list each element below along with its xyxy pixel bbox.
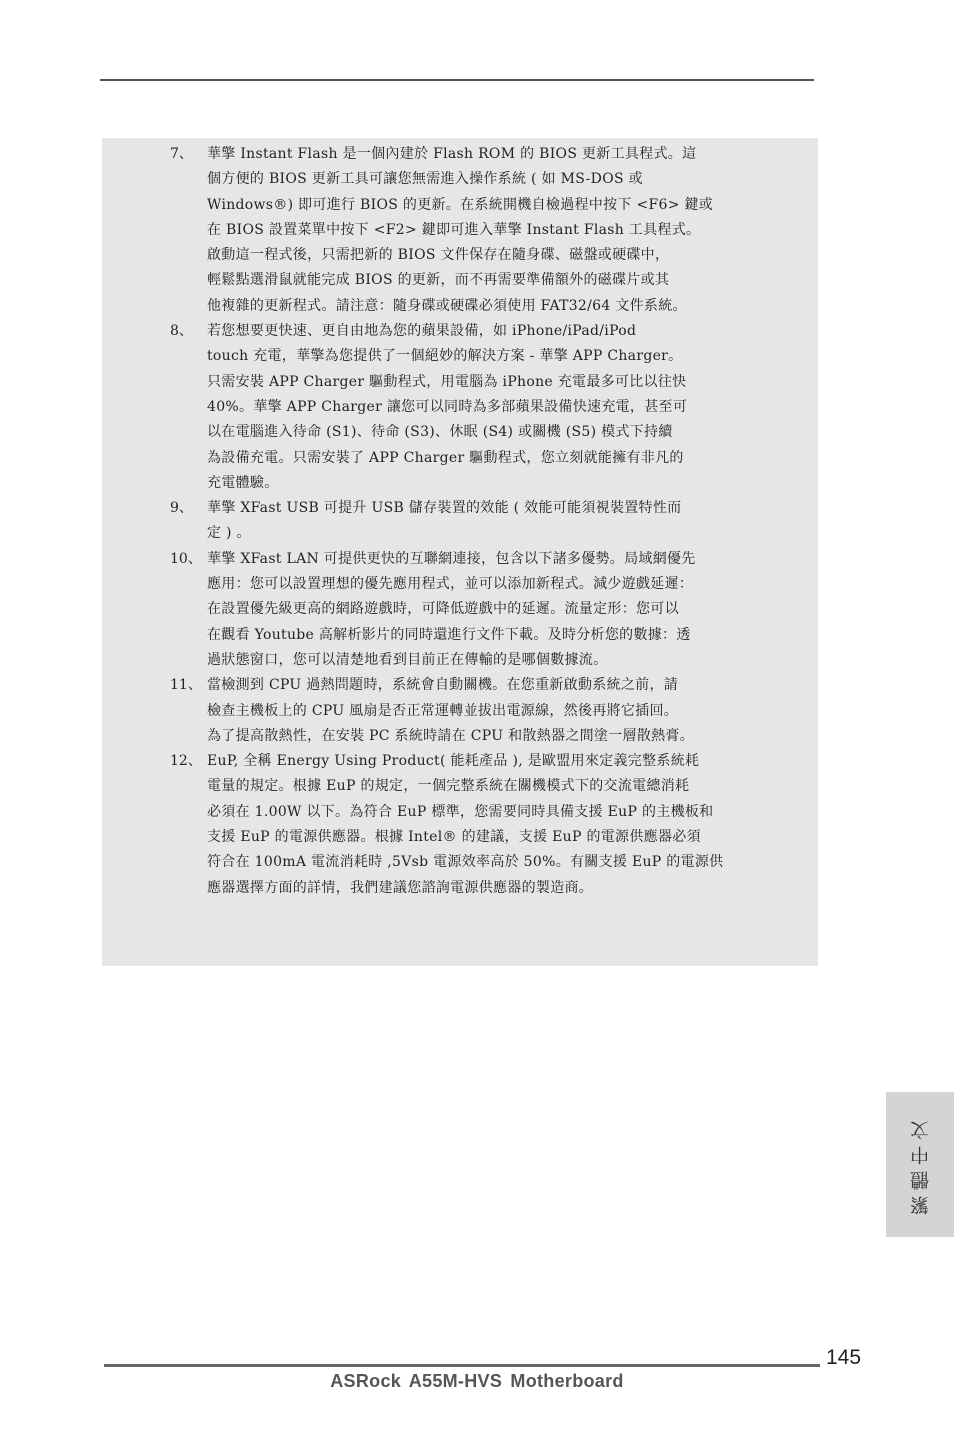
list-item [170,673,770,749]
top-rule [100,79,814,81]
bottom-rule [104,1364,820,1367]
list-item-line: 充電體驗。 [207,474,279,491]
list-item-line: 在觀看 Youtube 高解析影片的同時還進行文件下載。及時分析您的數據：透 [207,626,691,643]
list-item-line: EuP, 全稱 Energy Using Product( 能耗產品 ), 是歐盟用來定義完整系統耗 [207,753,700,770]
list-item-line: 支援 EuP 的電源供應器。根據 Intel® 的建議，支援 EuP 的電源供應器必須 [207,829,701,846]
list-item-line: 當檢測到 CPU 過熱問題時，系統會自動關機。在您重新啟動系統之前，請 [207,677,679,694]
feature-list [170,142,770,901]
list-item [170,547,770,673]
language-tab-label: 繁體中文 [909,1114,932,1215]
list-item-line: 必須在 1.00W 以下。為符合 EuP 標準，您需要同時具備支援 EuP 的主機板和 [207,803,714,820]
list-item-line: 華擎 XFast USB 可提升 USB 儲存裝置的效能 ( 效能可能須視裝置特性而 [207,500,682,517]
list-item-line: 檢查主機板上的 CPU 風扇是否正常運轉並拔出電源線，然後再將它插回。 [207,702,679,719]
list-item-number: 7、 [170,146,193,162]
list-item-number: 11、 [170,677,202,694]
list-item-line: 40%。華擎 APP Charger 讓您可以同時為多部蘋果設備快速充電，甚至可 [207,398,688,415]
list-item-line: 以在電腦進入待命 (S1)、待命 (S3)、休眠 (S4) 或關機 (S5) 模式下持續 [207,424,673,441]
list-item-line: 過狀態窗口，您可以清楚地看到目前正在傳輸的是哪個數據流。 [207,651,608,668]
list-item-line: touch 充電，華擎為您提供了一個絕妙的解決方案 - 華擎 APP Charger。 [207,348,683,365]
list-item-line: 應用：您可以設置理想的優先應用程式，並可以添加新程式。減少遊戲延遲： [207,576,694,593]
list-item-line: 個方便的 BIOS 更新工具可讓您無需進入操作系統 ( 如 MS-DOS 或 [207,171,643,188]
list-item-line: 為設備充電。只需安裝了 APP Charger 驅動程式，您立刻就能擁有非凡的 [207,449,684,466]
page-number: 145 [826,1346,862,1369]
list-item-line: 只需安裝 APP Charger 驅動程式，用電腦為 iPhone 充電最多可比以往快 [207,373,687,390]
list-item-line: 在 BIOS 設置菜單中按下 <F2> 鍵即可進入華擎 Instant Flash 工具程式。 [207,221,701,238]
list-item-number: 12、 [170,753,202,770]
list-item [170,142,770,319]
list-item-line: Windows®) 即可進行 BIOS 的更新。在系統開機自檢過程中按下 <F6> 鍵或 [207,196,714,213]
list-item [170,319,770,496]
list-item-line: 他複雜的更新程式。請注意：隨身碟或硬碟必須使用 FAT32/64 文件系統。 [207,297,687,314]
list-item-line: 電量的規定。根據 EuP 的規定，一個完整系統在關機模式下的交流電總消耗 [207,778,690,795]
list-item-number: 10、 [170,550,202,567]
list-item-line: 若您想要更快速、更自由地為您的蘋果設備，如 iPhone/iPad/iPod [207,323,637,340]
list-item-line: 應器選擇方面的詳情，我們建議您諮詢電源供應器的製造商。 [207,879,594,896]
list-item [170,496,770,547]
footer-title: ASRock A55M-HVS Motherboard [330,1371,624,1391]
list-item-line: 啟動這一程式後，只需把新的 BIOS 文件保存在隨身碟、磁盤或硬碟中， [207,247,670,264]
list-item-line: 輕鬆點選滑鼠就能完成 BIOS 的更新，而不再需要準備額外的磁碟片或其 [207,272,670,289]
list-item-line: 符合在 100mA 電流消耗時 ,5Vsb 電源效率高於 50%。有關支援 EuP 的電源供 [207,854,724,871]
list-item [170,749,770,901]
list-item-line: 在設置優先級更高的網路遊戲時，可降低遊戲中的延遲。流量定形：您可以 [207,601,679,618]
list-item-line: 為了提高散熱性，在安裝 PC 系統時請在 CPU 和散熱器之間塗一層散熱膏。 [207,727,695,744]
language-tab [886,1092,954,1237]
list-item-number: 9、 [170,500,193,517]
list-item-line: 華擎 Instant Flash 是一個內建於 Flash ROM 的 BIOS 更新工具程式。這 [207,146,697,162]
list-item-line: 華擎 XFast LAN 可提供更快的互聯網連接，包含以下諸多優勢。局域網優先 [207,550,696,567]
list-item-line: 定 ) 。 [207,525,251,542]
list-item-number: 8、 [170,323,193,340]
